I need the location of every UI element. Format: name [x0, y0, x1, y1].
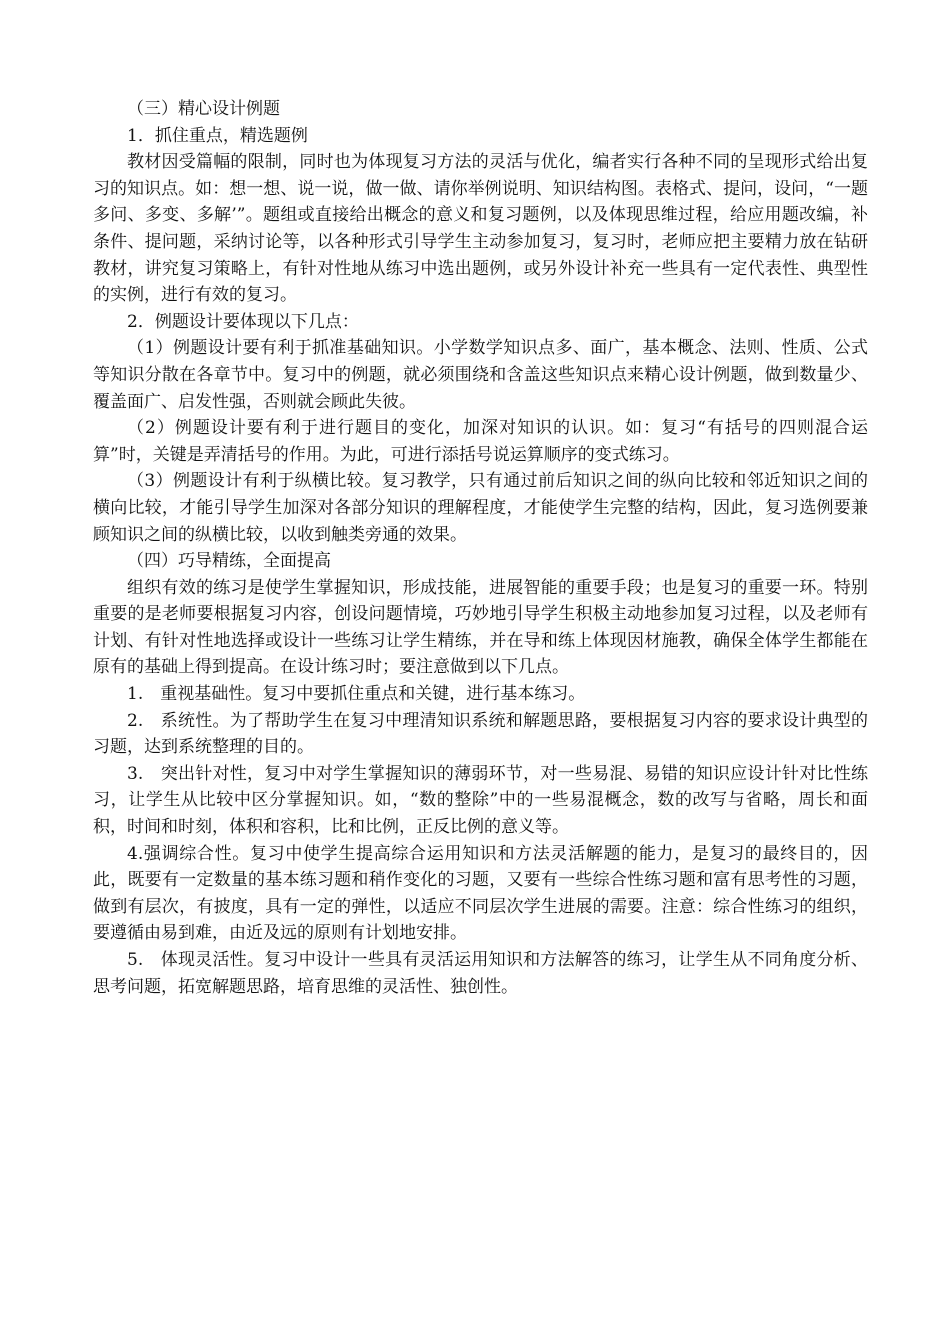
paragraph: （3）例题设计有利于纵横比较。复习教学，只有通过前后知识之间的纵向比较和邻近知识之间的横向比较，才能引导学生加深对各部分知识的理解程度，才能使学生完整的结构，因此，复习选例要兼顾知识之间的纵横比较，以收到触类旁通的效果。 — [93, 471, 868, 545]
section-heading-3: （三）精心设计例题 — [127, 99, 280, 119]
paragraph: （2）例题设计要有利于进行题目的变化，加深对知识的认识。如：复习“有括号的四则混合运算”时，关键是弄清括号的作用。为此，可进行添括号说运算顺序的变式练习。 — [93, 418, 868, 465]
section-heading-4: （四）巧导精练，全面提高 — [127, 551, 331, 572]
paragraph: （1）例题设计要有利于抓准基础知识。小学数学知识点多、面广，基本概念、法则、性质、公式等知识分散在各章节中。复习中的例题，就必须围绕和含盖这些知识点来精心设计例题，做到数量少、覆盖面广、启发性强，否则就会顾此失彼。 — [93, 338, 868, 412]
list-item: 3. 突出针对性，复习中对学生掌握知识的薄弱环节，对一些易混、易错的知识应设计针对比性练习，让学生从比较中区分掌握知识。如，“数的整除”中的一些易混概念，数的改写与省略，周长和面积，时间和时刻，体积和容积，比和比例，正反比例的意义等。 — [93, 763, 868, 838]
document-body — [93, 96, 868, 1000]
subheading-1: 1．抓住重点，精选题例 — [127, 125, 308, 146]
paragraph: 教材因受篇幅的限制，同时也为体现复习方法的灵活与优化，编者实行各种不同的呈现形式给出复习的知识点。如：想一想、说一说，做一做、请你举例说明、知识结构图。表格式、提问，设问，“一题多问、多变、多解’”。题组或直接给出概念的意义和复习题例，以及体现思维过程，给应用题改编，补条件、提问题，采纳讨论等，以各种形式引导学生主动参加复习，复习时，老师应把主要精力放在钻研教材，讲究复习策略上，有针对性地从练习中选出题例，或另外设计补充一些具有一定代表性、典型性的实例，进行有效的复习。 — [93, 152, 868, 306]
list-item: 4.强调综合性。复习中使学生提高综合运用知识和方法灵活解题的能力，是复习的最终目的，因此，既要有一定数量的基本练习题和稍作变化的习题，又要有一些综合性练习题和富有思考性的习题，做到有层次，有披度，具有一定的弹性，以适应不同层次学生进展的需要。注意：综合性练习的组织，要遵循由易到难，由近及远的原则有计划地安排。 — [93, 843, 868, 944]
subheading-2: 2．例题设计要体现以下几点： — [127, 311, 359, 332]
paragraph: 组织有效的练习是使学生掌握知识，形成技能，进展智能的重要手段；也是复习的重要一环。特别重要的是老师要根据复习内容，创设问题情境，巧妙地引导学生积极主动地参加复习过程，以及老师有计划、有针对性地选择或设计一些练习让学生精练，并在导和练上体现因材施教，确保全体学生都能在原有的基础上得到提高。在设计练习时；要注意做到以下几点。 — [93, 577, 868, 678]
list-item: 1. 重视基础性。复习中要抓住重点和关键，进行基本练习。 — [127, 684, 586, 705]
list-item: 2. 系统性。为了帮助学生在复习中理清知识系统和解题思路，要根据复习内容的要求设计典型的习题，达到系统整理的目的。 — [93, 710, 868, 758]
list-item: 5. 体现灵活性。复习中设计一些具有灵活运用知识和方法解答的练习，让学生从不同角度分析、思考问题，拓宽解题思路，培育思维的灵活性、独创性。 — [93, 950, 868, 997]
